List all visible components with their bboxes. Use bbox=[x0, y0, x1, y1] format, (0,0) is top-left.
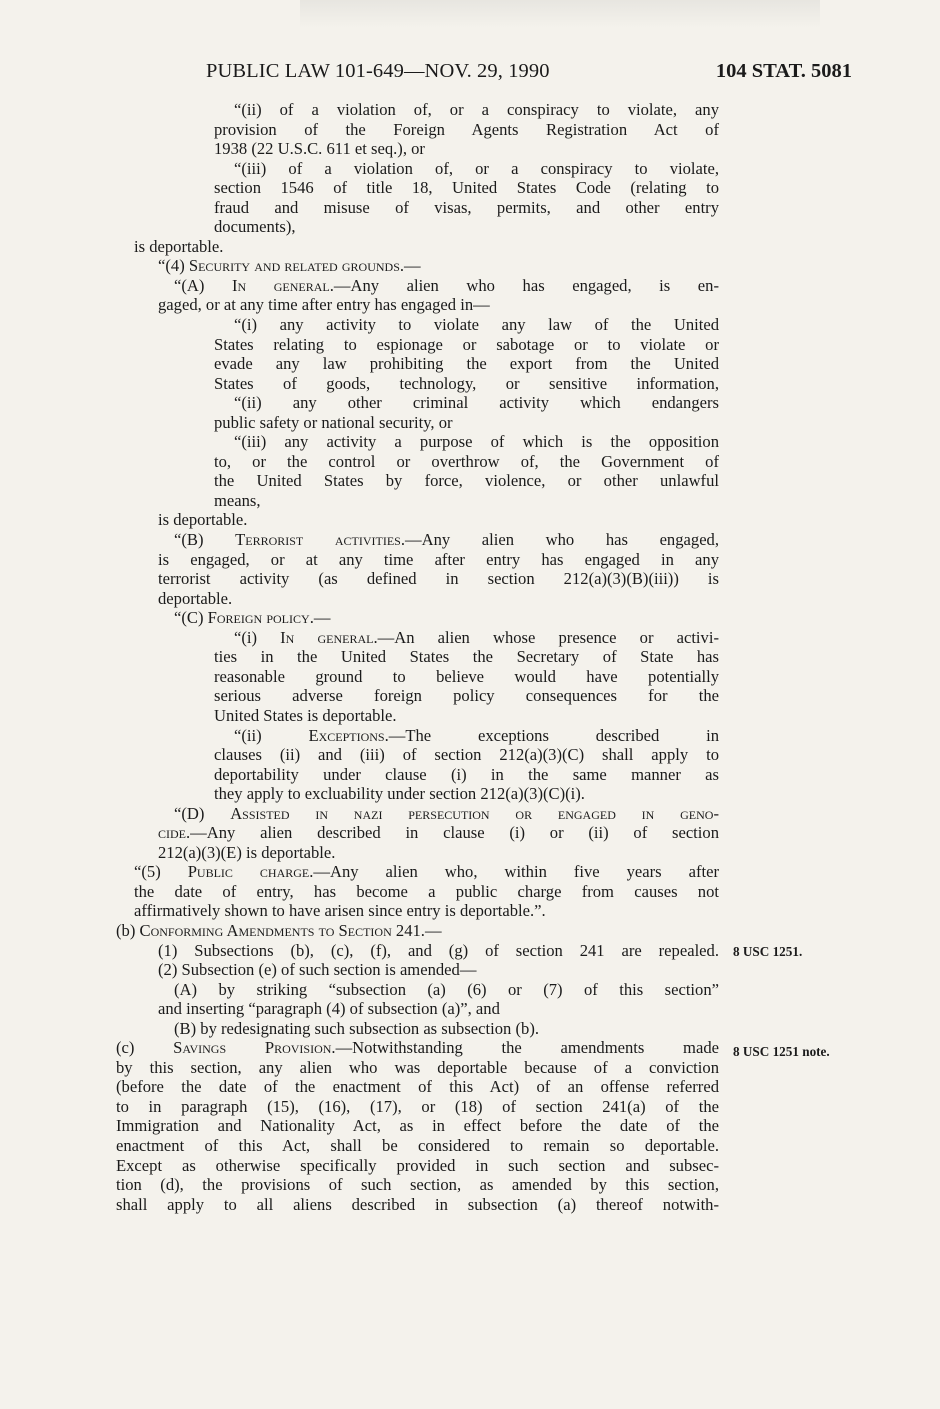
text-line: (1) Subsections (b), (c), (f), and (g) of section 241 are repealed. bbox=[158, 940, 719, 960]
text-line: “(ii) of a violation of, or a conspiracy to violate, any bbox=[234, 100, 719, 119]
text-line: documents), bbox=[214, 217, 296, 237]
text-line: tion (d), the provisions of such section, as amended by this section, bbox=[116, 1175, 719, 1195]
text-line: States relating to espionage or sabotage or to violate or bbox=[214, 334, 719, 354]
text-line: provision of the Foreign Agents Registration Act of bbox=[214, 119, 719, 139]
text-line: shall apply to all aliens described in subsection (a) thereof notwith- bbox=[116, 1194, 719, 1214]
heading-text: Foreign policy bbox=[207, 608, 310, 628]
text-line: evade any law prohibiting the export from the United bbox=[214, 354, 719, 374]
heading-security: “(4) Security and related grounds.— bbox=[158, 256, 421, 276]
text-line: Except as otherwise specifically provided in such section and subsec- bbox=[116, 1155, 719, 1175]
text-line: is deportable. bbox=[158, 510, 248, 530]
text-line: 212(a)(3)(E) is deportable. bbox=[158, 842, 336, 862]
text-line: means, bbox=[214, 490, 261, 510]
heading-text: Public charge bbox=[187, 862, 310, 882]
text-line: deportability under clause (i) in the same manner as bbox=[214, 764, 719, 784]
text-line: they apply to excluability under section 212(a)(3)(C)(i). bbox=[214, 784, 585, 804]
text-line: is deportable. bbox=[134, 236, 224, 256]
text-line: terrorist activity (as defined in section 212(a)(3)(B)(iii)) is bbox=[158, 569, 719, 589]
text-line: “(iii) of a violation of, or a conspiracy to violate, bbox=[234, 158, 719, 178]
margin-note-c: 8 USC 1251 note. bbox=[733, 1044, 830, 1059]
text-line: section 1546 of title 18, United States Code (relating to bbox=[214, 178, 719, 198]
heading-terrorist: “(B) Terrorist activities.—Any alien who has engaged, bbox=[174, 530, 720, 550]
text-line: (2) Subsection (e) of such section is amended— bbox=[158, 960, 477, 980]
text-line: to in paragraph (15), (16), (17), or (18) of section 241(a) of the bbox=[116, 1096, 719, 1116]
heading-text: Exceptions bbox=[308, 725, 385, 745]
text-line: public safety or national security, or bbox=[214, 412, 453, 432]
text-line: reasonable ground to believe would have potentially bbox=[214, 666, 719, 686]
text-line: Immigration and Nationality Act, as in effect before the date of the bbox=[116, 1116, 719, 1136]
heading-in-general-c: “(i) In general.—An alien whose presence or activi- bbox=[234, 627, 719, 647]
heading-text: Conforming Amendments to Section bbox=[139, 920, 392, 940]
margin-note-b: 8 USC 1251. bbox=[733, 944, 803, 959]
text-line: deportable. bbox=[158, 588, 233, 608]
text-line: is engaged, or at any time after entry has engaged in any bbox=[158, 549, 719, 569]
text-line: (A) by striking “subsection (a) (6) or (7) of this section” bbox=[174, 979, 719, 999]
text-line: enactment of this Act, shall be considered to remain so deportable. bbox=[116, 1135, 719, 1155]
text-line: the date of entry, has become a public charge from causes not bbox=[134, 881, 719, 901]
heading-exceptions: “(ii) Exceptions.—The exceptions described in bbox=[234, 725, 719, 745]
statute-page-number: 104 STAT. 5081 bbox=[715, 60, 852, 82]
text-line: “(iii) any activity a purpose of which is the opposition bbox=[234, 432, 719, 452]
text-line: serious adverse foreign policy consequences for the bbox=[214, 686, 719, 706]
text-line: the United States by force, violence, or other unlawful bbox=[214, 471, 719, 491]
statute-body bbox=[116, 100, 719, 1214]
text-line: clauses (ii) and (iii) of section 212(a)(3)(C) shall apply to bbox=[214, 745, 719, 765]
running-title: PUBLIC LAW 101-649—NOV. 29, 1990 bbox=[206, 60, 550, 82]
scan-smudge bbox=[300, 0, 820, 28]
text-line: and inserting “paragraph (4) of subsection (a)”, and bbox=[158, 999, 500, 1019]
heading-nazi: “(D) Assisted in nazi persecution or engaged in geno- bbox=[174, 803, 719, 823]
heading-savings: (c) Savings Provision.—Notwithstanding the amendments made bbox=[116, 1038, 719, 1058]
text-line: by this section, any alien who was deportable because of a conviction bbox=[116, 1057, 719, 1077]
heading-text: cide bbox=[158, 823, 186, 843]
heading-conforming: (b) Conforming Amendments to Section 241.— bbox=[116, 920, 442, 940]
text-line: United States is deportable. bbox=[214, 705, 397, 725]
heading-text: Terrorist activities bbox=[235, 530, 401, 550]
text-line: States of goods, technology, or sensitive information, bbox=[214, 373, 719, 393]
text-line: (B) by redesignating such subsection as subsection (b). bbox=[174, 1018, 539, 1038]
heading-text: Savings Provision bbox=[173, 1038, 332, 1058]
heading-foreign-policy: “(C) Foreign policy.— bbox=[174, 608, 331, 628]
heading-public-charge: “(5) Public charge.—Any alien who, within five years after bbox=[134, 862, 719, 882]
text-line: gaged, or at any time after entry has engaged in— bbox=[158, 295, 490, 315]
heading-text: Security and related grounds bbox=[188, 256, 400, 276]
text-line: ties in the United States the Secretary of State has bbox=[214, 647, 719, 667]
page-header bbox=[0, 60, 940, 90]
heading-text: In general bbox=[280, 627, 374, 647]
text-line: cide.—Any alien described in clause (i) or (ii) of section bbox=[158, 823, 719, 843]
text-line: (before the date of the enactment of this Act) of an offense referred bbox=[116, 1077, 719, 1097]
heading-in-general-a: “(A) In general.—Any alien who has engaged, is en- bbox=[174, 275, 719, 295]
text-line: fraud and misuse of visas, permits, and other entry bbox=[214, 197, 719, 217]
text-line: to, or the control or overthrow of, the Government of bbox=[214, 451, 719, 471]
text-line: “(i) any activity to violate any law of the United bbox=[234, 315, 719, 335]
text-line: 1938 (22 U.S.C. 611 et seq.), or bbox=[214, 139, 425, 159]
heading-text: Assisted in nazi persecution or engaged in geno- bbox=[230, 803, 719, 823]
text-line: affirmatively shown to have arisen since entry is deportable.”. bbox=[134, 901, 546, 921]
heading-text: In general bbox=[231, 275, 330, 295]
text-line: “(ii) any other criminal activity which endangers bbox=[234, 393, 719, 413]
